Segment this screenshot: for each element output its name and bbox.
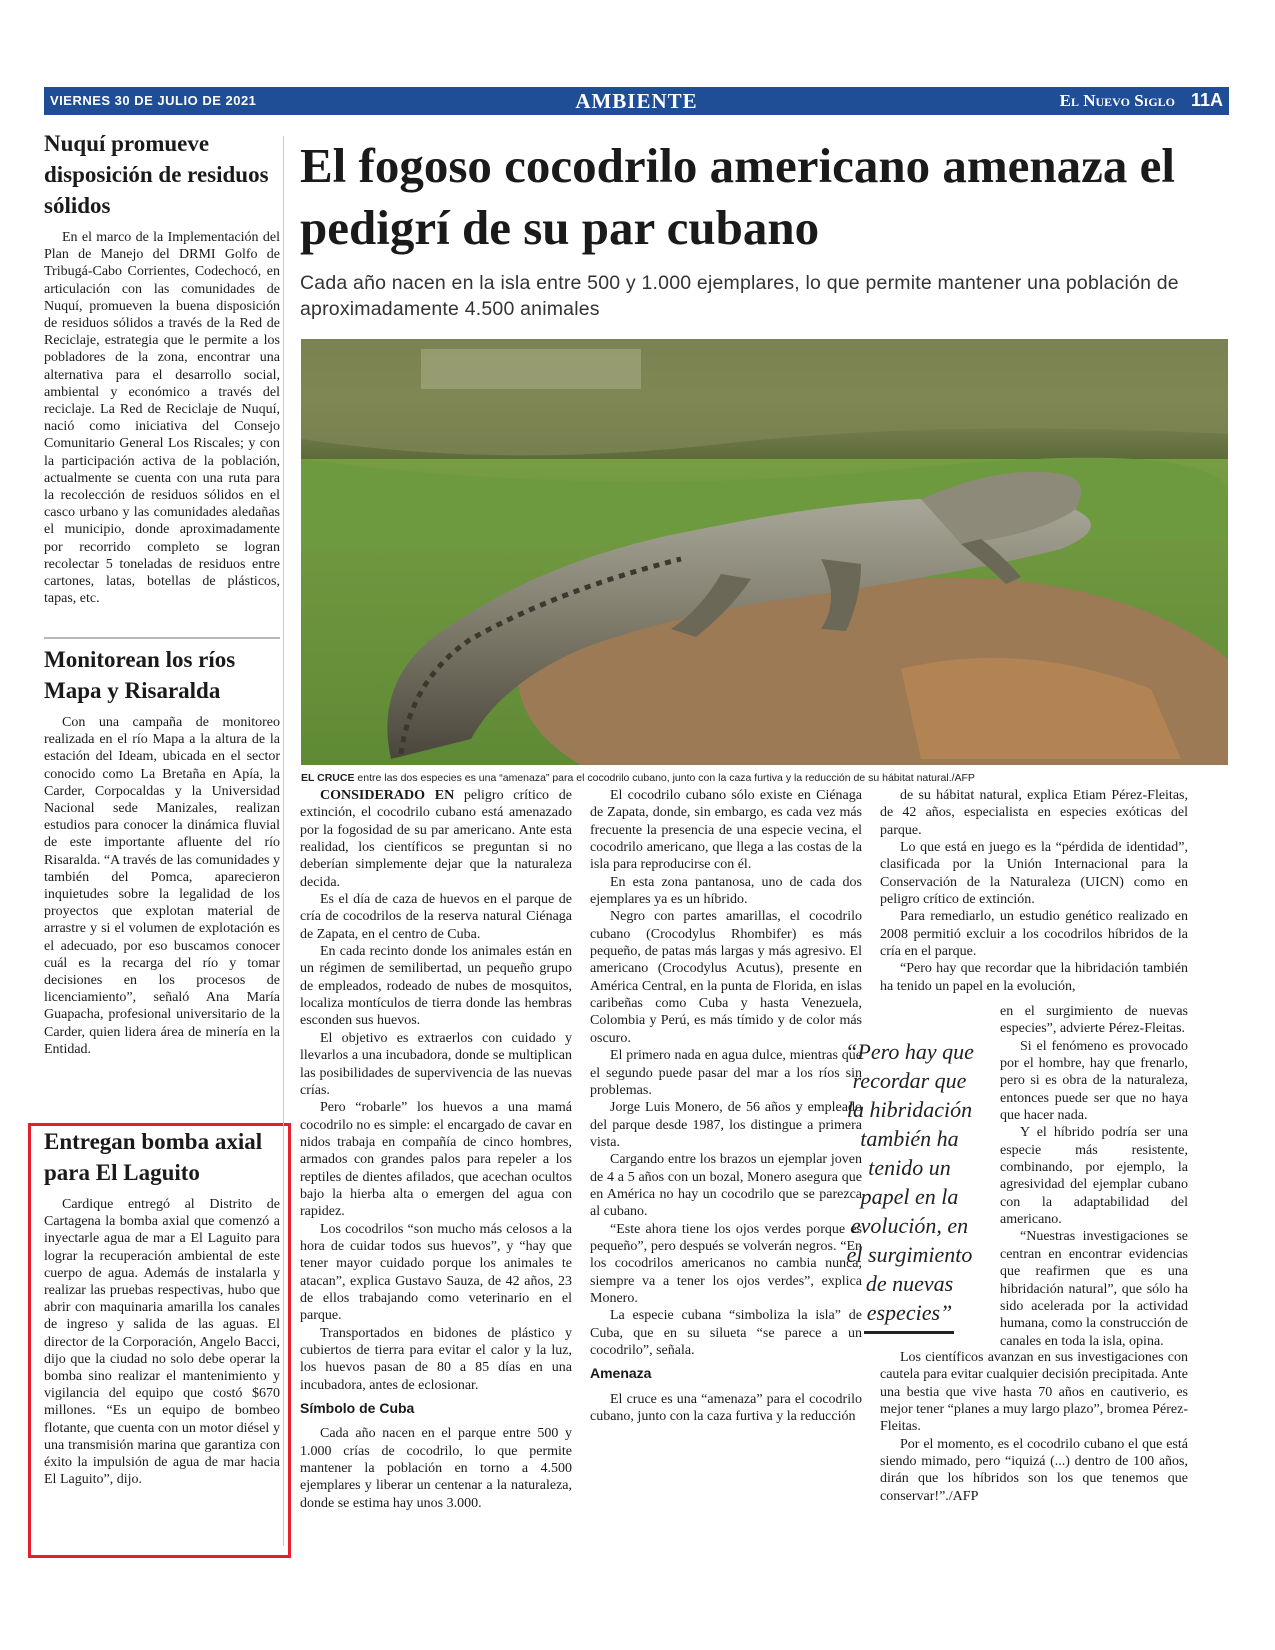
- article-column-3-bottom: [880, 1349, 1188, 1505]
- brief-body: En el marco de la Implementación del Plan de Manejo del DRMI Golfo de Tribugá-Cabo Corrientes, Codechocó, en articulación con las comunidades de Nuquí, promueven la buena disposición de residuos sólidos a través de la Red de Reciclaje, estrategia que le permite a los pobladores de la zona, encontrar una alternativa para el desarrollo social, ambiental y económico a través del reciclaje. La Red de Reciclaje de Nuquí, nació como iniciativa del Consejo Comunitario General Los Riscales; y con la participación activa de la población, actualmente se cuenta con una ruta para la recolección de residuos sólidos en el casco urbano y las comunidades aledañas el municipio, donde aproximadamente por recorrido completo se logran recolectar 5 toneladas de residuos entre cartones, latas, botellas de plásticos, tapas, etc.: [44, 230, 280, 607]
- article-column-3-top: [880, 787, 1188, 995]
- photo-caption: [301, 772, 1228, 784]
- paragraph: en el surgimiento de nuevas especies”, advierte Pérez-Fleitas.: [1000, 1004, 1188, 1037]
- section-name: AMBIENTE: [575, 89, 698, 113]
- paragraph: Para remediarlo, un estudio genético realizado en 2008 permitió excluir a los cocodrilos híbridos de la cría en el parque.: [880, 909, 1188, 960]
- lead-in: CONSIDERADO EN: [320, 788, 455, 803]
- paragraph: Por el momento, es el cocodrilo cubano el que está siendo mimado, pero “iquizá (...) dentro de 100 años, dirán que los híbridos son los que tenemos que conservar!”./AFP: [880, 1436, 1188, 1504]
- paragraph: de su hábitat natural, explica Etiam Pérez-Fleitas, de 42 años, especialista en especies exóticas del parque.: [880, 788, 1188, 838]
- paragraph: “Este ahora tiene los ojos verdes porque es pequeño”, pero después se volverán negros. “En los cocodrilos americanos no cambia nunca, siempre va a tener los ojos verdes”, explica Monero.: [590, 1221, 862, 1306]
- paragraph: La especie cubana “simboliza la isla” de Cuba, que en su silueta “se parece a un cocodrilo”, señala.: [590, 1308, 862, 1358]
- brief-rios: [44, 644, 280, 1058]
- brief-nuqui: [44, 128, 280, 607]
- article-subtitle: Cada año nacen en la isla entre 500 y 1.000 ejemplares, lo que permite mantener una población de aproximadamente 4.500 animales: [300, 272, 1179, 320]
- paragraph: En esta zona pantanosa, uno de cada dos ejemplares ya es un híbrido.: [590, 874, 862, 908]
- subheading: Amenaza: [590, 1365, 652, 1382]
- paragraph: “Nuestras investigaciones se centran en encontrar evidencias que reafirmen que es una hibridación natural”, que sólo ha sido acelerada por la actividad humana, como la construcción de canales en toda la isla, opina.: [1000, 1229, 1188, 1349]
- paragraph: Los científicos avanzan en sus investigaciones con cautela para evitar cualquier decisión precipitada. Ante una bestia que vive hasta 70 años en cautiverio, es mejor tener “planes a muy largo plazo”, bromea Pérez-Fleitas.: [880, 1350, 1188, 1435]
- brief-body: Cardique entregó al Distrito de Cartagena la bomba axial que comenzó a inyectarle agua de mar a El Laguito para lograr la recuperación ambiental de este cuerpo de agua. Además de instalarla y realizar las pruebas respectivas, hubo que abrir con maquinaria amarilla los canales de ingreso y salida de las aguas. El director de la Corporación, Angelo Bacci, dijo que la ciudad no solo debe operar la bomba sino realizar el mantenimiento y vigilancia del equipo que costó $670 millones. “Es un equipo de bombeo flotante, que cuenta con un motor diésel y una transmisión marina que garantiza con éxito la impulsión de agua de mar hacia El Laguito”, dijo.: [44, 1197, 280, 1488]
- article-column-1: [300, 787, 572, 1512]
- pull-quote: “Pero hay que recordar que la hibridación también ha tenido un papel en la evolución, en el surgimiento de nuevas especies”: [845, 1039, 974, 1325]
- brief-divider: [44, 637, 280, 639]
- article-column-2: [590, 787, 862, 1425]
- crocodile-photo: [301, 339, 1228, 765]
- paragraph: “Pero hay que recordar que la hibridación también ha tenido un papel en la evolución,: [880, 961, 1188, 994]
- lead-paragraph: CONSIDERADO EN peligro crítico de extinción, el cocodrilo cubano está amenazado por la fogosidad de su par americano. Ante esta realidad, los científicos se preguntan si no deberían simplemente dejar que la naturaleza decida.: [300, 788, 572, 890]
- paragraph: Transportados en bidones de plástico y cubiertos de tierra para evitar el calor y la luz, los huevos pasan de 80 a 85 días en una incubadora, antes de eclosionar.: [300, 1325, 572, 1393]
- caption-text: entre las dos especies es una “amenaza” para el cocodrilo cubano, junto con la caza furtiva y la reducción de su hábitat natural./AFP: [354, 772, 975, 784]
- brief-body: Con una campaña de monitoreo realizada en el río Mapa a la altura de la estación del Ideam, ubicada en el sector conocido como La Bretaña en Apía, la Carder, Corpocaldas y la Universidad Nacional sede Manizales, realizan estudios para conocer la dinámica fluvial de este importante afluente del río Risaralda. “A través de las comunidades y también del Pomca, aparecieron inquietudes sobre la legalidad de los proyectos que explotan material de arrastre y si el volumen de explotación es el adecuado, por eso buscamos conocer cuál es la recarga del río y tomar decisiones en los procesos de licenciamiento”, señaló Ana María Guapacha, profesional universitario de la Carder, quien lidera área de minería en la Entidad.: [44, 715, 280, 1057]
- paragraph: Cada año nacen en el parque entre 500 y 1.000 crías de cocodrilo, lo que permite mantener la población en torno a 4.500 ejemplares y liberar un centenar a la naturaleza, donde se estima hay unos 3.000.: [300, 1426, 572, 1511]
- article-column-3-mid: [1000, 1003, 1188, 1350]
- paragraph: El objetivo es extraerlos con cuidado y llevarlos a una incubadora, donde se multiplican las posibilidades de supervivencia de las nuevas crías.: [300, 1030, 572, 1098]
- page-number: 11A: [1190, 90, 1223, 110]
- article-headline: El fogoso cocodrilo americano amenaza el pedigrí de su par cubano: [300, 138, 1176, 255]
- paragraph: Lo que está en juego es la “pérdida de identidad”, clasificada por la Unión Internacional para la Conservación de la Naturaleza (UICN) como en peligro crítico de extinción.: [880, 840, 1188, 908]
- issue-date: VIERNES 30 DE JULIO DE 2021: [50, 93, 257, 108]
- paragraph: En cada recinto donde los animales están en un régimen de semilibertad, un pequeño grupo de empleados, rodeado de nubes de mosquitos, localiza montículos de tierra donde las hembras esconden sus huevos.: [300, 944, 572, 1029]
- paragraph: Negro con partes amarillas, el cocodrilo cubano (Crocodylus Rhombifer) es más pequeño, de patas más largas y más agresivo. El americano (Crocodylus Acutus), presente en América Central, en la punta de Florida, en islas caribeñas como Cuba y hasta Venezuela, Colombia y Perú, es más tímido y de color más oscuro.: [590, 909, 862, 1046]
- column-divider: [283, 136, 284, 1546]
- page-header-bar: [44, 87, 1229, 115]
- paragraph: Jorge Luis Monero, de 56 años y empleado del parque desde 1987, los distingue a primera vista.: [590, 1100, 862, 1150]
- paragraph: Pero “robarle” los huevos a una mamá cocodrilo no es simple: el encargado de cavar en nidos trabaja en compañía de cinco hombres, armados con grandes palos para repeler a los reptiles de dientes afilados, que acechan ocultos bajo la hierba alta o emergen del agua con rapidez.: [300, 1100, 572, 1220]
- paragraph: Es el día de caza de huevos en el parque de cría de cocodrilos de la reserva natural Ciénaga de Zapata, en el centro de Cuba.: [300, 892, 572, 942]
- brief-title: Monitorean los ríos Mapa y Risaralda: [44, 647, 236, 703]
- caption-lead: EL CRUCE: [301, 772, 355, 784]
- brief-title: Entregan bomba axial para El Laguito: [44, 1129, 263, 1185]
- pull-quote-rule: [864, 1331, 954, 1334]
- subheading: Símbolo de Cuba: [300, 1400, 415, 1417]
- paragraph: El primero nada en agua dulce, mientras que el segundo puede pasar del mar a los ríos sin problemas.: [590, 1048, 862, 1098]
- paragraph: Los cocodrilos “son mucho más celosos a la hora de cuidar todos sus huevos”, y “hay que tener mayor cuidado porque los animales te atacan”, explica Gustavo Sauza, de 42 años, 23 de ellos trabajando como veterinario en el parque.: [300, 1221, 572, 1324]
- paragraph: El cruce es una “amenaza” para el cocodrilo cubano, junto con la caza furtiva y la reducción: [590, 1391, 862, 1425]
- newspaper-logo: El Nuevo Siglo: [1059, 91, 1175, 110]
- paragraph: Y el híbrido podría ser una especie más resistente, combinando, por ejemplo, la agresividad del ejemplar cubano con la adaptabilidad del americano.: [1000, 1125, 1188, 1228]
- highlight-annotation-box: [28, 1123, 291, 1558]
- paragraph: Si el fenómeno es provocado por el hombre, hay que frenarlo, pero si es obra de la naturaleza, entonces puede ser que no haya que hacer nada.: [1000, 1038, 1188, 1124]
- brief-title: Nuquí promueve disposición de residuos sólidos: [44, 131, 269, 218]
- paragraph: Cargando entre los brazos un ejemplar joven de 4 a 5 años con un bozal, Monero asegura que en América no hay un cocodrilo que se parezca al cubano.: [590, 1152, 862, 1220]
- paragraph: El cocodrilo cubano sólo existe en Ciénaga de Zapata, donde, sin embargo, es cada vez más frecuente la presencia de una especie vecina, el cocodrilo americano, que llega a las costas de la isla para reproducirse con él.: [590, 788, 862, 873]
